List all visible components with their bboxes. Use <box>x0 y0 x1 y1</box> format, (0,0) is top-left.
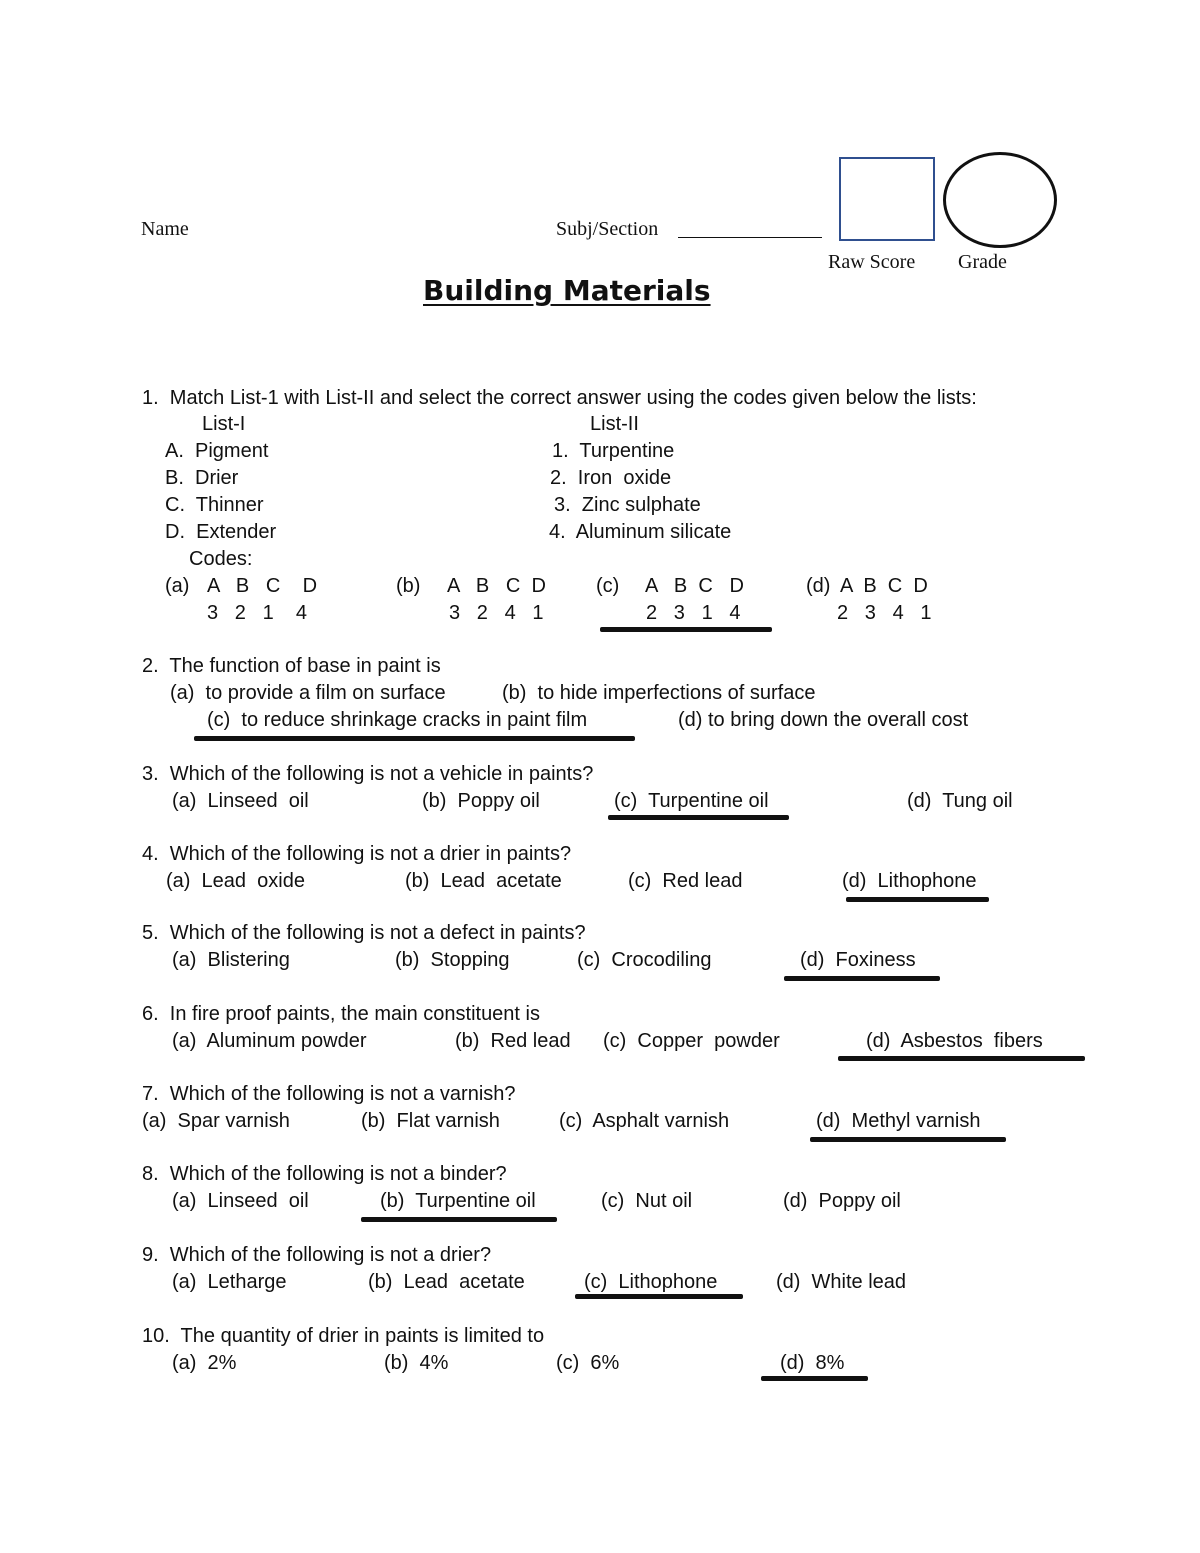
answer-option[interactable]: (c) to reduce shrinkage cracks in paint film <box>207 709 588 731</box>
code-option-label[interactable]: (c) <box>596 575 620 597</box>
list1-item: D. Extender <box>165 521 277 543</box>
answer-option[interactable]: (b) Flat varnish <box>361 1110 500 1132</box>
answer-option[interactable]: (b) Poppy oil <box>422 790 540 812</box>
question-stem: 2. The function of base in paint is <box>142 655 441 677</box>
list1-heading: List-I <box>202 413 246 435</box>
answer-option[interactable]: (b) Lead acetate <box>405 870 562 892</box>
codes-label: Codes: <box>189 548 253 570</box>
code-option-numbers: 2 3 1 4 <box>646 602 741 624</box>
code-option-numbers: 3 2 4 1 <box>449 602 544 624</box>
answer-option[interactable]: (b) Turpentine oil <box>380 1190 536 1212</box>
answer-option[interactable]: (d) Tung oil <box>907 790 1013 812</box>
answer-option[interactable]: (a) Letharge <box>172 1271 287 1293</box>
list2-item: 4. Aluminum silicate <box>549 521 732 543</box>
answer-option[interactable]: (d) Asbestos fibers <box>866 1030 1043 1052</box>
answer-option[interactable]: (d) Lithophone <box>842 870 977 892</box>
answer-option[interactable]: (a) 2% <box>172 1352 237 1374</box>
code-option-label[interactable]: (d) <box>806 575 831 597</box>
answer-option[interactable]: (a) Blistering <box>172 949 290 971</box>
list2-heading: List-II <box>590 413 639 435</box>
answer-option[interactable]: (c) Lithophone <box>584 1271 718 1293</box>
answer-option[interactable]: (d) White lead <box>776 1271 907 1293</box>
list2-item: 2. Iron oxide <box>550 467 672 489</box>
grade-label: Grade <box>958 251 1007 273</box>
answer-option[interactable]: (c) Nut oil <box>601 1190 693 1212</box>
grade-oval[interactable] <box>943 152 1057 248</box>
list2-item: 3. Zinc sulphate <box>554 494 701 516</box>
q1-stem: 1. Match List-1 with List-II and select the correct answer using the codes given below the lists: <box>142 387 977 409</box>
code-option-numbers: 3 2 1 4 <box>207 602 308 624</box>
list1-item: C. Thinner <box>165 494 264 516</box>
code-option-numbers: 2 3 4 1 <box>837 602 932 624</box>
question-stem: 5. Which of the following is not a defect in paints? <box>142 922 586 944</box>
question-stem: 9. Which of the following is not a drier? <box>142 1244 492 1266</box>
answer-underline <box>761 1376 868 1381</box>
answer-underline <box>194 736 635 741</box>
answer-option[interactable]: (c) 6% <box>556 1352 620 1374</box>
subj-section-blank[interactable] <box>678 236 822 238</box>
list1-item: A. Pigment <box>165 440 269 462</box>
question-stem: 7. Which of the following is not a varnish? <box>142 1083 516 1105</box>
answer-underline <box>608 815 789 820</box>
list2-item: 1. Turpentine <box>552 440 675 462</box>
answer-option[interactable]: (d) Foxiness <box>800 949 916 971</box>
question-stem: 8. Which of the following is not a binder? <box>142 1163 507 1185</box>
question-stem: 4. Which of the following is not a drier in paints? <box>142 843 572 865</box>
question-stem: 10. The quantity of drier in paints is limited to <box>142 1325 545 1347</box>
code-option-letters: A B C D <box>207 575 318 597</box>
answer-option[interactable]: (d) Methyl varnish <box>816 1110 981 1132</box>
page-title: Building Materials <box>423 274 711 307</box>
answer-option[interactable]: (a) Lead oxide <box>166 870 305 892</box>
answer-option[interactable]: (b) Red lead <box>455 1030 571 1052</box>
answer-option[interactable]: (c) Red lead <box>628 870 743 892</box>
answer-option[interactable]: (a) Spar varnish <box>142 1110 290 1132</box>
answer-option[interactable]: (d) to bring down the overall cost <box>678 709 969 731</box>
answer-option[interactable]: (a) Linseed oil <box>172 1190 309 1212</box>
raw-score-label: Raw Score <box>828 251 916 273</box>
list1-item: B. Drier <box>165 467 239 489</box>
code-option-letters: A B C D <box>840 575 928 597</box>
answer-option[interactable]: (c) Copper powder <box>603 1030 780 1052</box>
answer-option[interactable]: (b) 4% <box>384 1352 449 1374</box>
answer-option[interactable]: (c) Turpentine oil <box>614 790 769 812</box>
question-stem: 3. Which of the following is not a vehicle in paints? <box>142 763 594 785</box>
code-option-label[interactable]: (b) <box>396 575 421 597</box>
answer-option[interactable]: (c) Asphalt varnish <box>559 1110 730 1132</box>
answer-underline <box>810 1137 1006 1142</box>
subj-section-label: Subj/Section <box>556 218 659 240</box>
answer-underline <box>600 627 772 632</box>
answer-underline <box>575 1294 743 1299</box>
answer-option[interactable]: (b) to hide imperfections of surface <box>502 682 816 704</box>
answer-underline <box>838 1056 1085 1061</box>
answer-option[interactable]: (a) Linseed oil <box>172 790 309 812</box>
raw-score-box[interactable] <box>839 157 935 241</box>
answer-option[interactable]: (d) 8% <box>780 1352 845 1374</box>
answer-option[interactable]: (c) Crocodiling <box>577 949 712 971</box>
code-option-label[interactable]: (a) <box>165 575 190 597</box>
code-option-letters: A B C D <box>645 575 744 597</box>
name-label: Name <box>141 218 189 240</box>
answer-option[interactable]: (a) Aluminum powder <box>172 1030 367 1052</box>
answer-underline <box>361 1217 557 1222</box>
answer-option[interactable]: (b) Lead acetate <box>368 1271 525 1293</box>
answer-underline <box>784 976 940 981</box>
answer-option[interactable]: (a) to provide a film on surface <box>170 682 446 704</box>
answer-option[interactable]: (d) Poppy oil <box>783 1190 901 1212</box>
answer-option[interactable]: (b) Stopping <box>395 949 510 971</box>
question-stem: 6. In fire proof paints, the main constituent is <box>142 1003 540 1025</box>
code-option-letters: A B C D <box>447 575 546 597</box>
answer-underline <box>846 897 989 902</box>
